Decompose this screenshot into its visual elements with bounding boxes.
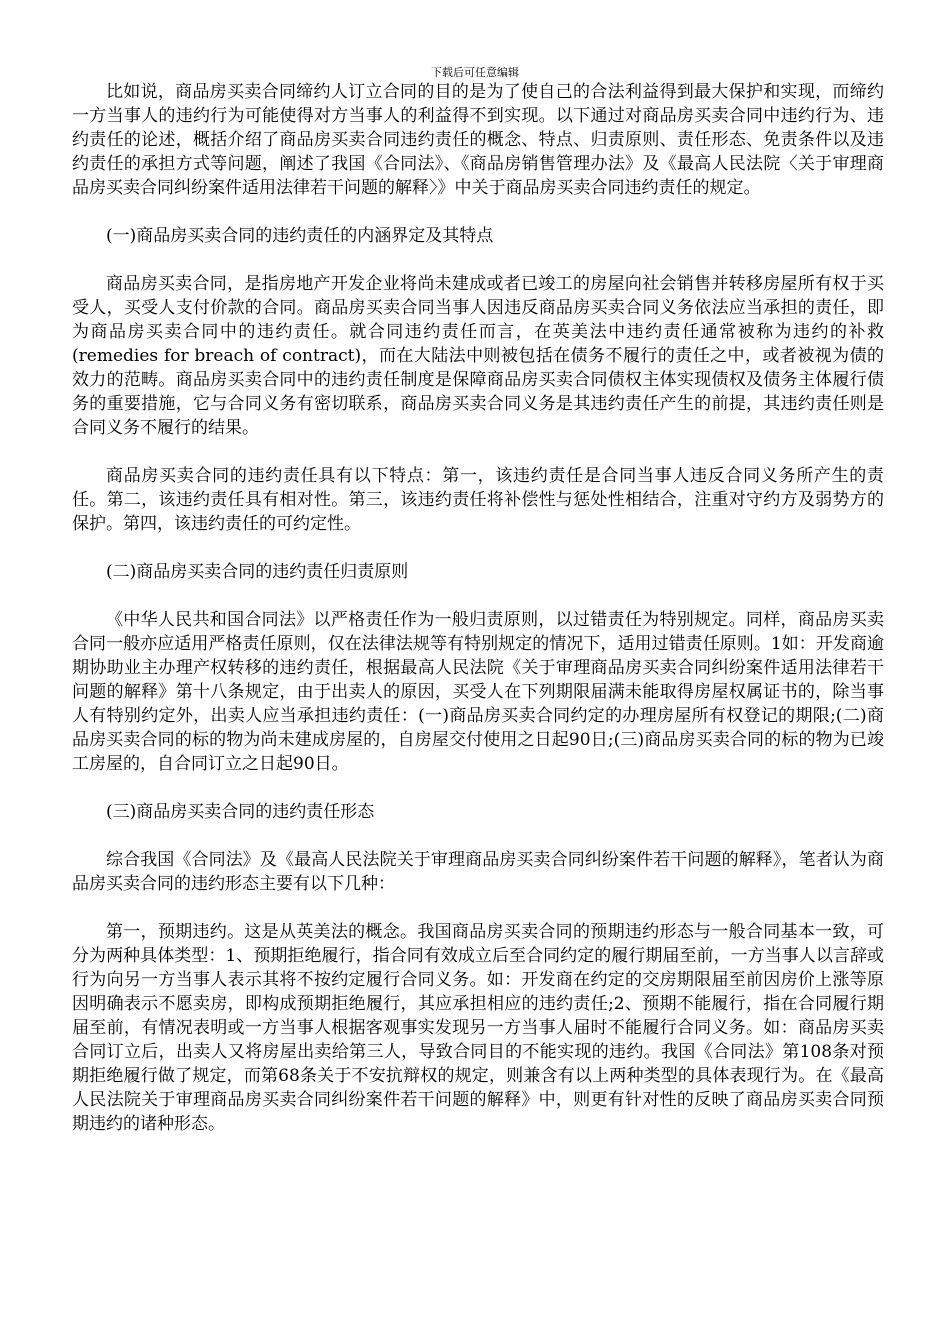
- document-body: [72, 80, 884, 1160]
- paragraph-definition: 商品房买卖合同，是指房地产开发企业将尚未建成或者已竣工的房屋向社会销售并转移房屋所有权于买受人，买受人支付价款的合同。商品房买卖合同当事人因违反商品房买卖合同义务依法应当承担的责任，即为商品房买卖合同中的违约责任。就合同违约责任而言，在英美法中违约责任通常被称为违约的补救(remedies for breach of contract)，而在大陆法中则被包括在债务不履行的责任之中，或者被视为债的效力的范畴。商品房买卖合同中的违约责任制度是保障商品房买卖合同债权主体实现债权及债务主体履行债务的重要措施，它与合同义务有密切联系，商品房买卖合同义务是其违约责任产生的前提，其违约责任则是合同义务不履行的结果。: [72, 274, 884, 438]
- section-heading-3: (三)商品房买卖合同的违约责任形态: [106, 802, 375, 822]
- paragraph-features: 商品房买卖合同的违约责任具有以下特点：第一，该违约责任是合同当事人违反合同义务所产生的责任。第二，该违约责任具有相对性。第三，该违约责任将补偿性与惩处性相结合，注重对守约方及弱势方的保护。第四，该违约责任的可约定性。: [72, 466, 884, 534]
- paragraph-liability-principle: 《中华人民共和国合同法》以严格责任作为一般归责原则，以过错责任为特别规定。同样，商品房买卖合同一般亦应适用严格责任原则，仅在法律法规等有特别规定的情况下，适用过错责任原则。1如：开发商逾期协助业主办理产权转移的违约责任，根据最高人民法院《关于审理商品房买卖合同纠纷案件适用法律若干问题的解释》第十八条规定，由于出卖人的原因，买受人在下列期限届满未能取得房屋权属证书的，除当事人有特别约定外，出卖人应当承担违约责任：(一)商品房买卖合同约定的办理房屋所有权登记的期限;(二)商品房买卖合同的标的物为尚未建成房屋的，自房屋交付使用之日起90日;(三)商品房买卖合同的标的物为已竣工房屋的，自合同订立之日起90日。: [72, 610, 884, 774]
- paragraph-intro: 比如说，商品房买卖合同缔约人订立合同的目的是为了使自己的合法利益得到最大保护和实现，而缔约一方当事人的违约行为可能使得对方当事人的利益得不到实现。以下通过对商品房买卖合同中违约行为、违约责任的论述，概括介绍了商品房买卖合同违约责任的概念、特点、归责原则、责任形态、免责条件以及违约责任的承担方式等问题，阐述了我国《合同法》、《商品房销售管理办法》及《最高人民法院〈关于审理商品房买卖合同纠纷案件适用法律若干问题的解释〉》中关于商品房买卖合同违约责任的规定。: [72, 82, 884, 198]
- page-header: 下载后可任意编辑: [431, 66, 519, 79]
- section-heading-2: (二)商品房买卖合同的违约责任归责原则: [106, 562, 409, 582]
- paragraph-forms-intro: 综合我国《合同法》及《最高人民法院关于审理商品房买卖合同纠纷案件若干问题的解释》，笔者认为商品房买卖合同的违约形态主要有以下几种：: [72, 850, 884, 894]
- section-heading-1: (一)商品房买卖合同的违约责任的内涵界定及其特点: [106, 226, 494, 246]
- paragraph-anticipatory-breach: 第一，预期违约。这是从英美法的概念。我国商品房买卖合同的预期违约形态与一般合同基本一致，可分为两种具体类型：1、预期拒绝履行，指合同有效成立后至合同约定的履行期届至前，一方当事人以言辞或行为向另一方当事人表示其将不按约定履行合同义务。如：开发商在约定的交房期限届至前因房价上涨等原因明确表示不愿卖房，即构成预期拒绝履行，其应承担相应的违约责任;2、预期不能履行，指在合同履行期届至前，有情况表明或一方当事人根据客观事实发现另一方当事人届时不能履行合同义务。如：商品房买卖合同订立后，出卖人又将房屋出卖给第三人，导致合同目的不能实现的违约。我国《合同法》第108条对预期拒绝履行做了规定，而第68条关于不安抗辩权的规定，则兼含有以上两种类型的具体表现行为。在《最高人民法院关于审理商品房买卖合同纠纷案件若干问题的解释》中，则更有针对性的反映了商品房买卖合同预期违约的诸种形态。: [72, 922, 884, 1134]
